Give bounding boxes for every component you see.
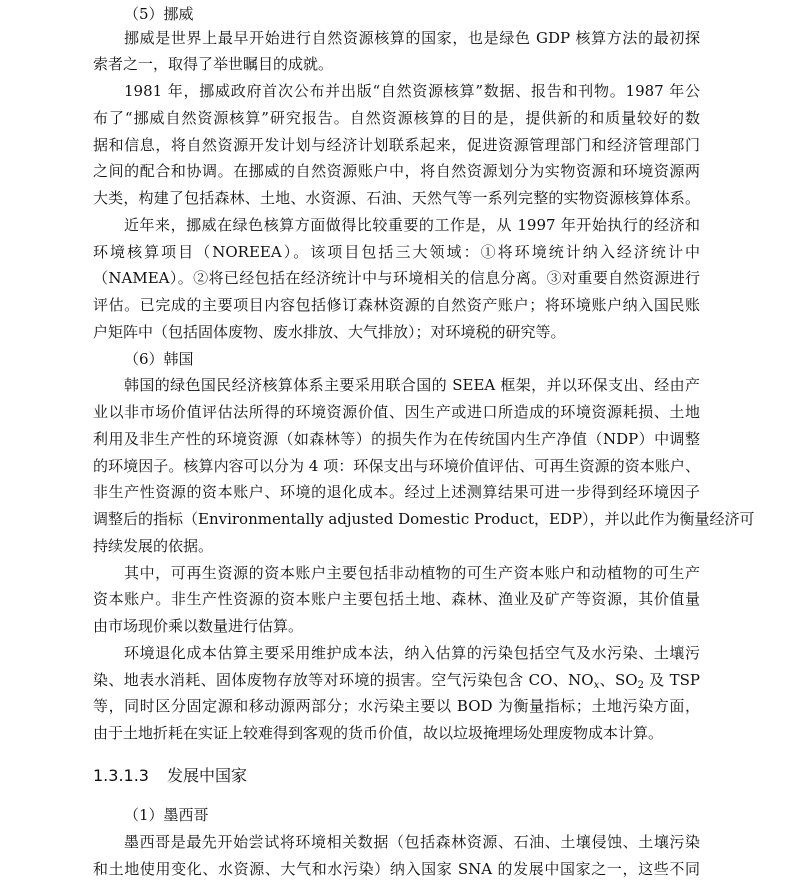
paragraph-line: 和土地使用变化、水资源、大气和水污染）纳入国家 SNA 的发展中国家之一，这些不同 [93, 860, 700, 878]
section-heading [93, 762, 247, 790]
paragraph-line: 环境核算项目（NOREEA）。该项目包括三大领域：①将环境统计纳入经济统计中 [93, 243, 700, 261]
paragraph-line: 户矩阵中（包括固体废物、废水排放、大气排放）；对环境税的研究等。 [93, 323, 566, 341]
line-segment: 及 TSP [643, 671, 700, 689]
paragraph-line: 由市场现价乘以数量进行估算。 [93, 617, 304, 635]
paragraph-line: 资本账户。非生产性资源的资本账户主要包括土地、森林、渔业及矿产等资源，其价值量 [93, 590, 700, 608]
paragraph-line-chemical [93, 666, 700, 694]
paragraph-line: 的环境因子。核算内容可以分为 4 项：环保支出与环境价值评估、可再生资源的资本账户、 [93, 457, 700, 475]
paragraph-line: 墨西哥是最先开始尝试将环境相关数据（包括森林资源、石油、土壤侵蚀、土壤污染 [124, 833, 700, 851]
paragraph-line: 非生产性资源的资本账户、环境的退化成本。经过上述测算结果可进一步得到经环境因子 [93, 483, 700, 501]
paragraph-line: 评估。已完成的主要项目内容包括修订森林资源的自然资产账户；将环境账户纳入国民账 [93, 296, 700, 314]
line-segment: 染、地表水消耗、固体废物存放等对环境的损害。空气污染包含 CO、NO [93, 671, 594, 689]
paragraph-line: 挪威是世界上最早开始进行自然资源核算的国家，也是绿色 GDP 核算方法的最初探 [124, 29, 700, 47]
paragraph-line: 之间的配合和协调。在挪威的自然资源账户中，将自然资源划分为实物资源和环境资源两 [93, 162, 700, 180]
paragraph-line: 调整后的指标（Environmentally adjusted Domestic Product，EDP），并以此作为衡量经济可 [93, 510, 755, 528]
paragraph-line: 大类，构建了包括森林、土地、水资源、石油、天然气等一系列完整的实物资源核算体系。 [93, 189, 700, 207]
paragraph-line: 利用及非生产性的环境资源（如森林等）的损失作为在传统国内生产净值（NDP）中调整 [93, 430, 700, 448]
paragraph-line: 据和信息，将自然资源开发计划与经济计划联系起来，促进资源管理部门和经济管理部门 [93, 136, 700, 154]
paragraph-line: 环境退化成本估算主要采用维护成本法，纳入估算的污染包括空气及水污染、土壤污 [124, 644, 700, 662]
paragraph-line: 韩国的绿色国民经济核算体系主要采用联合国的 SEEA 框架，并以环保支出、经由产 [124, 376, 700, 394]
subscript-2: 2 [637, 680, 644, 691]
paragraph-line: （NAMEA）。②将已经包括在经济统计中与环境相关的信息分离。③对重要自然资源进行 [93, 269, 700, 287]
paragraph-line: 持续发展的依据。 [93, 537, 214, 555]
paragraph-line: 近年来，挪威在绿色核算方面做得比较重要的工作是，从 1997 年开始执行的经济和 [124, 216, 700, 234]
subscript-x: x [593, 680, 600, 691]
section-title: 发展中国家 [166, 766, 247, 785]
section-number: 1.3.1.3 [93, 766, 149, 785]
paragraph-line: 业以非市场价值评估法所得的环境资源价值、因生产或进口所造成的环境资源耗损、土地 [93, 403, 700, 421]
paragraph-line: 布了“挪威自然资源核算”研究报告。自然资源核算的目的是，提供新的和质量较好的数 [93, 109, 700, 127]
paragraph-line: 由于土地折耗在实证上较难得到客观的货币价值，故以垃圾掩埋场处理废物成本计算。 [93, 724, 664, 742]
paragraph-line: 1981 年，挪威政府首次公布并出版“自然资源核算”数据、报告和刊物。1987 年公 [124, 82, 700, 100]
subsection-heading-mexico: （1）墨西哥 [124, 806, 209, 824]
paragraph-line: 索者之一，取得了举世瞩目的成就。 [93, 55, 334, 73]
line-segment: 、SO [599, 671, 638, 689]
subsection-heading-korea: （6）韩国 [124, 350, 194, 368]
subsection-heading-norway: （5）挪威 [124, 5, 194, 23]
paragraph-line: 等，同时区分固定源和移动源两部分；水污染主要以 BOD 为衡量指标；土地污染方面， [93, 697, 700, 715]
paragraph-line: 其中，可再生资源的资本账户主要包括非动植物的可生产资本账户和动植物的可生产 [124, 564, 700, 582]
